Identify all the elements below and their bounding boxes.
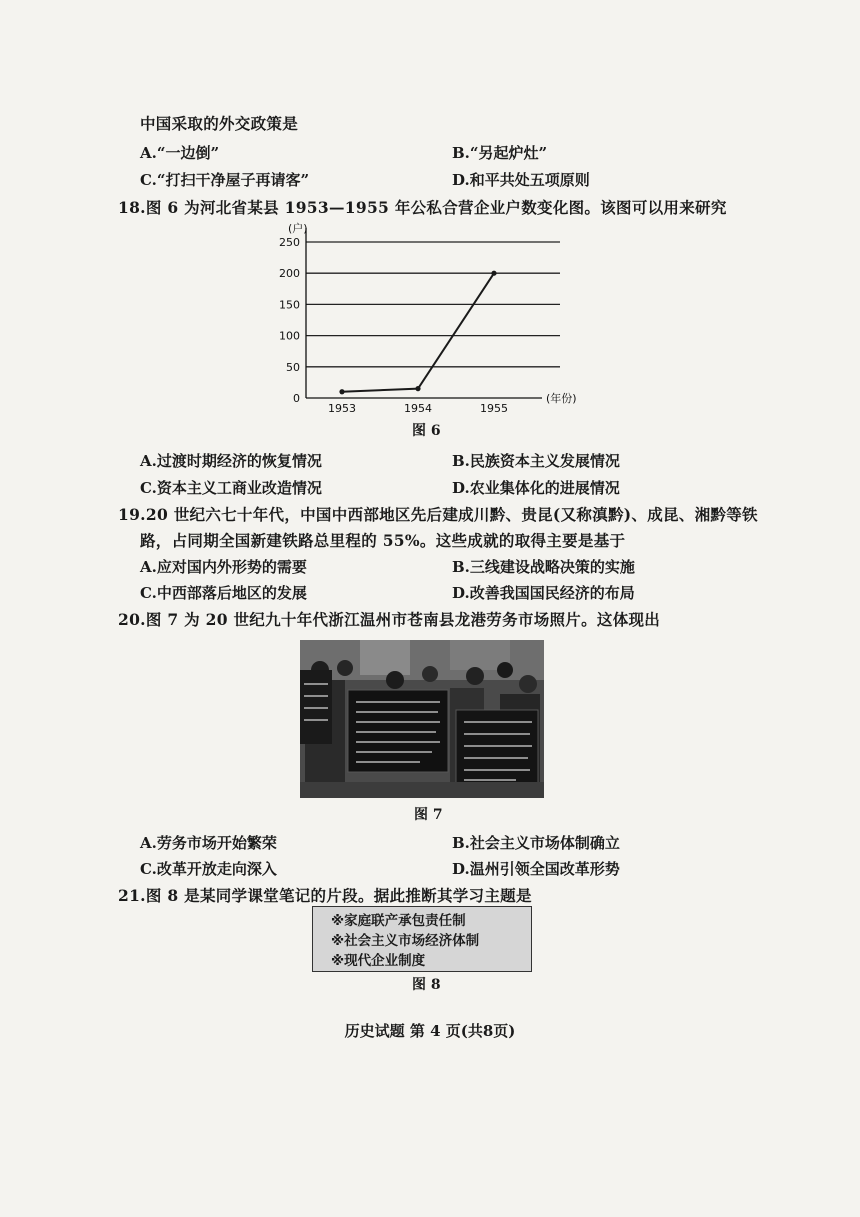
data-point	[415, 386, 420, 391]
y-tick-label: 250	[279, 236, 300, 249]
q18-option-c: C.资本主义工商业改造情况	[140, 479, 322, 497]
page-footer: 历史试题 第 4 页(共8页)	[344, 1022, 516, 1040]
q20-stem: 20.图 7 为 20 世纪九十年代浙江温州市苍南县龙港劳务市场照片。这体现出	[118, 610, 661, 629]
q19-option-d: D.改善我国国民经济的布局	[452, 584, 635, 602]
x-axis-label: (年份)	[546, 392, 577, 405]
figure-7-photo	[300, 640, 544, 798]
q20-option-d: D.温州引领全国改革形势	[452, 860, 620, 878]
q18-option-d: D.农业集体化的进展情况	[452, 479, 620, 497]
q19-stem-line1: 19.20 世纪六七十年代，中国中西部地区先后建成川黔、贵昆(又称滇黔)、成昆、湘黔等铁	[118, 505, 758, 524]
q17-option-c: C.“打扫干净屋子再请客”	[140, 171, 310, 189]
y-tick-label: 200	[279, 267, 300, 281]
q20-option-b: B.社会主义市场体制确立	[452, 834, 620, 852]
figure-7-caption: 图 7	[414, 807, 443, 823]
q18-option-a: A.过渡时期经济的恢复情况	[140, 452, 322, 470]
x-tick-label: 1953	[328, 402, 356, 415]
data-point	[339, 389, 344, 394]
q17-option-b: B.“另起炉灶”	[452, 144, 548, 162]
q17-option-a: A.“一边倒”	[140, 144, 220, 162]
line-chart	[268, 220, 608, 420]
q21-stem: 21.图 8 是某同学课堂笔记的片段。据此推断其学习主题是	[118, 886, 532, 905]
figure-6-caption: 图 6	[412, 423, 441, 439]
note-item: ※社会主义市场经济体制	[331, 933, 480, 949]
q20-option-c: C.改革开放走向深入	[140, 860, 277, 878]
y-tick-label: 100	[279, 329, 300, 343]
data-point	[491, 271, 496, 276]
note-item: ※家庭联产承包责任制	[331, 913, 466, 929]
q17-stem: 中国采取的外交政策是	[140, 114, 299, 133]
q17-option-d: D.和平共处五项原则	[452, 171, 590, 189]
x-tick-label: 1955	[480, 402, 508, 415]
y-tick-label: 50	[286, 360, 300, 374]
figure-8-caption: 图 8	[412, 977, 441, 993]
note-item: ※现代企业制度	[331, 953, 426, 969]
figure-8-notes	[312, 906, 532, 972]
series-line	[342, 273, 494, 392]
q19-option-b: B.三线建设战略决策的实施	[452, 558, 635, 576]
q18-stem: 18.图 6 为河北省某县 1953—1955 年公私合营企业户数变化图。该图可以用来研究	[118, 198, 727, 217]
figure-6-chart	[268, 220, 608, 420]
y-tick-label: 150	[279, 298, 300, 312]
x-tick-label: 1954	[404, 402, 432, 415]
y-axis-label: (户)	[288, 222, 308, 235]
q19-option-c: C.中西部落后地区的发展	[140, 584, 307, 602]
q19-stem-line2: 路，占同期全国新建铁路总里程的 55%。这些成就的取得主要是基于	[140, 531, 626, 550]
q20-option-a: A.劳务市场开始繁荣	[140, 834, 277, 852]
q18-option-b: B.民族资本主义发展情况	[452, 452, 620, 470]
y-tick-label: 0	[293, 392, 300, 405]
q19-option-a: A.应对国内外形势的需要	[140, 558, 307, 576]
